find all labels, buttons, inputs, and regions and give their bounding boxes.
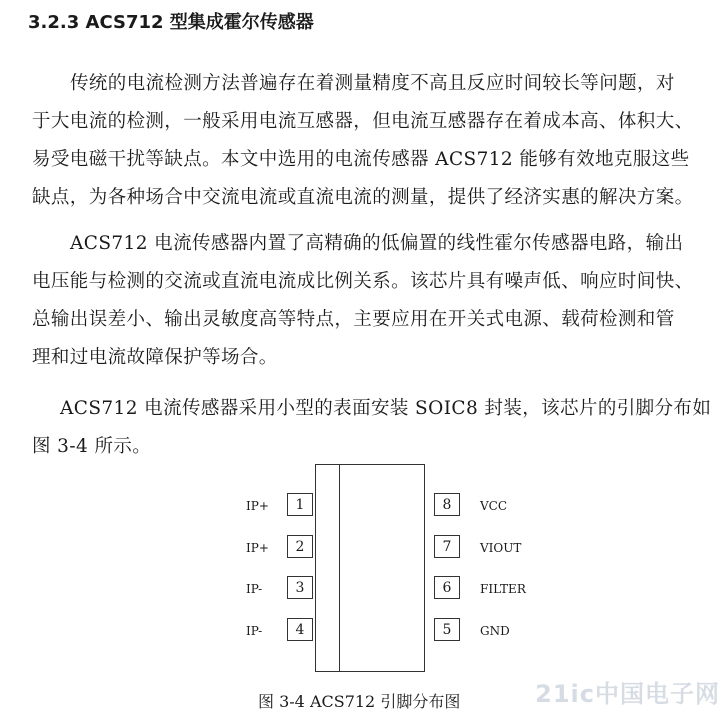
pin-6-number: 6: [434, 576, 460, 599]
pin-5-label: GND: [480, 624, 510, 638]
pin-1-label: IP+: [246, 499, 269, 513]
pin-5-number: 5: [434, 618, 460, 641]
chip-divider: [339, 464, 340, 672]
pin-2-number: 2: [287, 535, 313, 558]
paragraph-3-line-2: 图 3-4 所示。: [32, 436, 152, 457]
paragraph-2-line-3: 总输出误差小、输出灵敏度高等特点，主要应用在开关式电源、载荷检测和管: [32, 309, 675, 330]
pin-6-label: FILTER: [480, 582, 526, 596]
section-heading: 3.2.3 ACS712 型集成霍尔传感器: [28, 12, 314, 33]
paragraph-1-line-4: 缺点，为各种场合中交流电流或直流电流的测量，提供了经济实惠的解决方案。: [32, 187, 694, 208]
pin-2-label: IP+: [246, 541, 269, 555]
pin-8-number: 8: [434, 493, 460, 516]
pin-4-number: 4: [287, 618, 313, 641]
paragraph-2-line-1: ACS712 电流传感器内置了高精确的低偏置的线性霍尔传感器电路，输出: [70, 233, 684, 254]
pin-7-number: 7: [434, 535, 460, 558]
pin-1-number: 1: [287, 493, 313, 516]
paragraph-3-line-1: ACS712 电流传感器采用小型的表面安装 SOIC8 封装，该芯片的引脚分布如: [60, 398, 712, 419]
paragraph-1-line-3: 易受电磁干扰等缺点。本文中选用的电流传感器 ACS712 能够有效地克服这些: [32, 149, 690, 170]
paragraph-2-line-2: 电压能与检测的交流或直流电流成比例关系。该芯片具有噪声低、响应时间快、: [32, 271, 694, 292]
pin-7-label: VIOUT: [480, 541, 522, 555]
site-watermark: 21ic中国电子网: [535, 680, 720, 708]
pin-3-number: 3: [287, 576, 313, 599]
pin-4-label: IP-: [246, 624, 263, 638]
paragraph-1-line-1: 传统的电流检测方法普遍存在着测量精度不高且反应时间较长等问题，对: [70, 73, 675, 94]
pin-3-label: IP-: [246, 582, 263, 596]
paragraph-1-line-2: 于大电流的检测，一般采用电流互感器，但电流互感器存在着成本高、体积大、: [32, 111, 694, 132]
pin-8-label: VCC: [480, 499, 508, 513]
figure-caption: 图 3-4 ACS712 引脚分布图: [258, 692, 461, 711]
paragraph-2-line-4: 理和过电流故障保护等场合。: [32, 347, 278, 368]
chip-body: [315, 464, 425, 672]
